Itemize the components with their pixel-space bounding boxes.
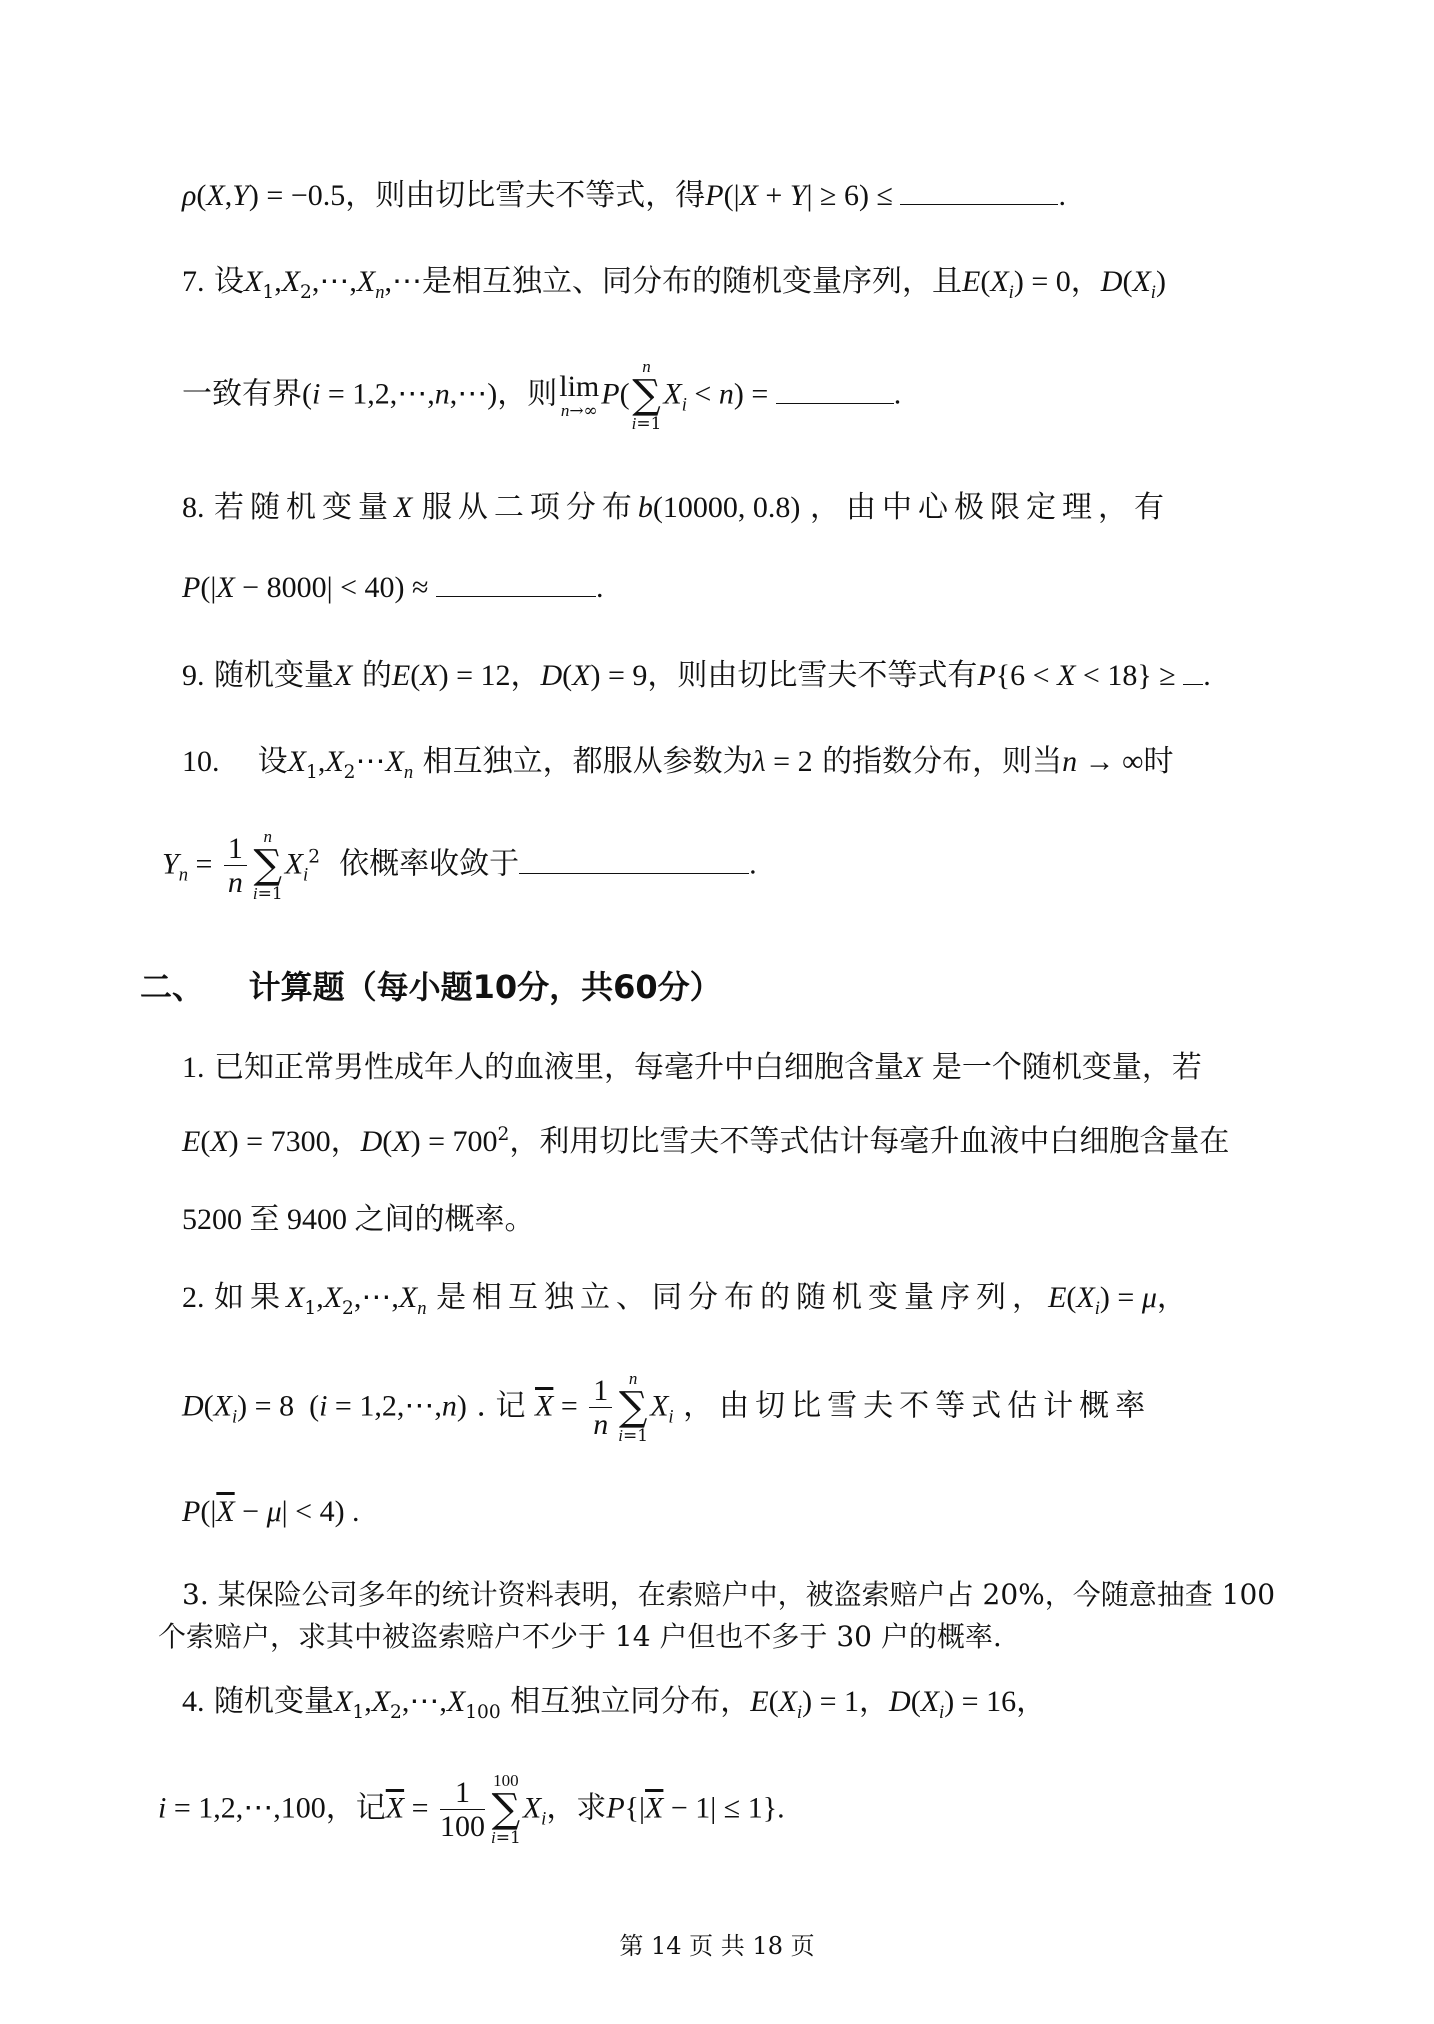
section-title: 计算题（每小题10分，共60分） — [248, 968, 722, 1006]
c1-line-2: E(X) = 7300，$D(X) = 700^2$，利用切比雪夫不等式估计每毫升血液中白细胞含量在 — [182, 1124, 1230, 1159]
q10-line-2: $Y_n$ = $\frac{1}{n}$ n ∑ i=1 $X_i^2$ 依概率收敛于 . — [162, 827, 757, 904]
q6-text: ，则由切比雪夫不等式，得 — [345, 178, 706, 213]
q9-text-c: ，则由切比雪夫不等式有 — [647, 658, 978, 693]
q10-line-1: 10. 设$X_1,X_2\cdots X_n$ 相互独立，都服从参数为λ = 2 的指数分布，则当n → ∞时 — [182, 744, 1174, 783]
c1-line-1: 1. 已知正常男性成年人的血液里，每毫升中白细胞含量X 是一个随机变量，若 — [182, 1050, 1202, 1085]
q10-number: 10. — [182, 745, 220, 778]
q8-text-a: 若随机变量 — [214, 490, 395, 525]
q10-text-a: 设 — [257, 744, 288, 779]
c1-line-3 — [182, 1202, 535, 1238]
q7-line-1: 7. 设$X_1,X_2,\cdots,X_n,\cdots$是相互独立、同分布的随机变量序列，且$E(X_i) = 0$，$D(X_i)$ — [182, 264, 1166, 303]
q9-line: 9. 随机变量X 的E(X) = 12，D(X) = 9，则由切比雪夫不等式有P{6 < X < 18} ≥ . — [182, 658, 1211, 693]
q9-text-b: 的 — [361, 658, 392, 693]
answer-blank[interactable] — [519, 873, 749, 874]
q8-line-1: 8. 若随机变量X 服从二项分布b(10000, 0.8) ，由中心极限定理，有 — [182, 490, 1170, 525]
q10-text-e: 依概率收敛于 — [339, 846, 520, 882]
q9-number: 9. — [182, 659, 205, 692]
q10-text-b: 相互独立，都服从参数为 — [422, 744, 753, 779]
answer-blank[interactable] — [1183, 684, 1203, 685]
q10-text-d: 时 — [1143, 744, 1174, 779]
c4-text-a: 随机变量 — [214, 1684, 335, 1719]
q7-text-d: ，则 — [497, 376, 558, 412]
c4-number: 4. — [182, 1685, 205, 1718]
c4-line-2: i = 1,2,⋯,100，记$\overline{X}$ = $\frac{1}{100}$ 100 ∑ i=1 $X_i$，求$P\{|\overline{X} - 1| \le 1\}$. — [158, 1771, 785, 1848]
q7-text-c: 一致有界 — [182, 376, 302, 412]
q9-text-a: 随机变量 — [214, 658, 335, 693]
q7-line-2: 一致有界(i = 1,2,⋯,n,⋯)，则 lim n→∞ P( n ∑ i=1 $X_i < n$) = . — [182, 357, 902, 434]
c4-text-b: 相互独立同分布， — [510, 1684, 751, 1719]
c2-number: 2. — [182, 1281, 205, 1314]
c4-text-c: ，记 — [325, 1790, 386, 1826]
answer-blank[interactable] — [776, 403, 894, 404]
q8-number: 8. — [182, 491, 205, 524]
c4-text-d: ，求 — [546, 1790, 607, 1826]
q7-text-b: 是相互独立、同分布的随机变量序列，且 — [422, 264, 963, 299]
c1-text-b: 是一个随机变量，若 — [931, 1050, 1202, 1085]
c3-line-1: 3. 某保险公司多年的统计资料表明，在索赔户中，被盗索赔户占 20%，今随意抽查 100 — [182, 1578, 1276, 1611]
c1-text-c: ，利用切比雪夫不等式估计每毫升血液中白细胞含量在 — [509, 1124, 1230, 1159]
q10-text-c: 的指数分布，则当 — [822, 744, 1063, 779]
c2-text-d: ，由切比雪夫不等式估计概率 — [683, 1388, 1152, 1424]
section-number: 二、 — [140, 968, 205, 1006]
c2-line-1: 2. 如果$X_1,X_2,\cdots,X_n$ 是相互独立、同分布的随机变量序列，$E(X_i) = \mu$， — [182, 1280, 1187, 1319]
section-heading — [140, 968, 722, 1006]
c2-text-b: 是相互独立、同分布的随机变量序列， — [436, 1280, 1049, 1315]
page-footer: 第 14 页 共 18 页 — [619, 1932, 815, 1960]
answer-blank[interactable] — [436, 596, 596, 597]
c2-text-a: 如果 — [214, 1280, 287, 1315]
c2-line-2: $D(X_i) = 8$ (i = 1,2,⋯,n) . 记 $\overline{X}$ = $\frac{1}{n}$ n ∑ i=1 $X_i$ ，由切比雪夫不等式估计概率 — [182, 1369, 1152, 1446]
q8-line-2: P(|X − 8000| < 40) ≈ . — [182, 571, 604, 604]
q6-line: ρ(X,Y) = −0.5，则由切比雪夫不等式，得P(|X + Y| ≥ 6) ≤ . — [182, 178, 1066, 213]
q7-text-a: 设 — [214, 264, 245, 299]
c1-number: 1. — [182, 1051, 205, 1084]
c1-text-a: 已知正常男性成年人的血液里，每毫升中白细胞含量 — [214, 1050, 905, 1085]
c2-text-c: . 记 — [476, 1388, 526, 1424]
c1-text-d: 5200 至 9400 之间的概率。 — [182, 1203, 535, 1236]
c3-line-2: 个索赔户，求其中被盗索赔户不少于 14 户但也不多于 30 户的概率. — [158, 1620, 1002, 1653]
c4-line-1: 4. 随机变量$X_1,X_2,\cdots,X_{100}$ 相互独立同分布，$E(X_i) = 1$，$D(X_i) = 16$， — [182, 1684, 1047, 1723]
answer-blank[interactable] — [900, 204, 1058, 205]
q7-number: 7. — [182, 265, 205, 298]
c2-line-3: $P(|\overline{X} - \mu| < 4)$ . — [182, 1495, 360, 1528]
q8-text-b: 服从二项分布 — [421, 490, 638, 525]
q8-text-c: ，由中心极限定理，有 — [809, 490, 1170, 525]
